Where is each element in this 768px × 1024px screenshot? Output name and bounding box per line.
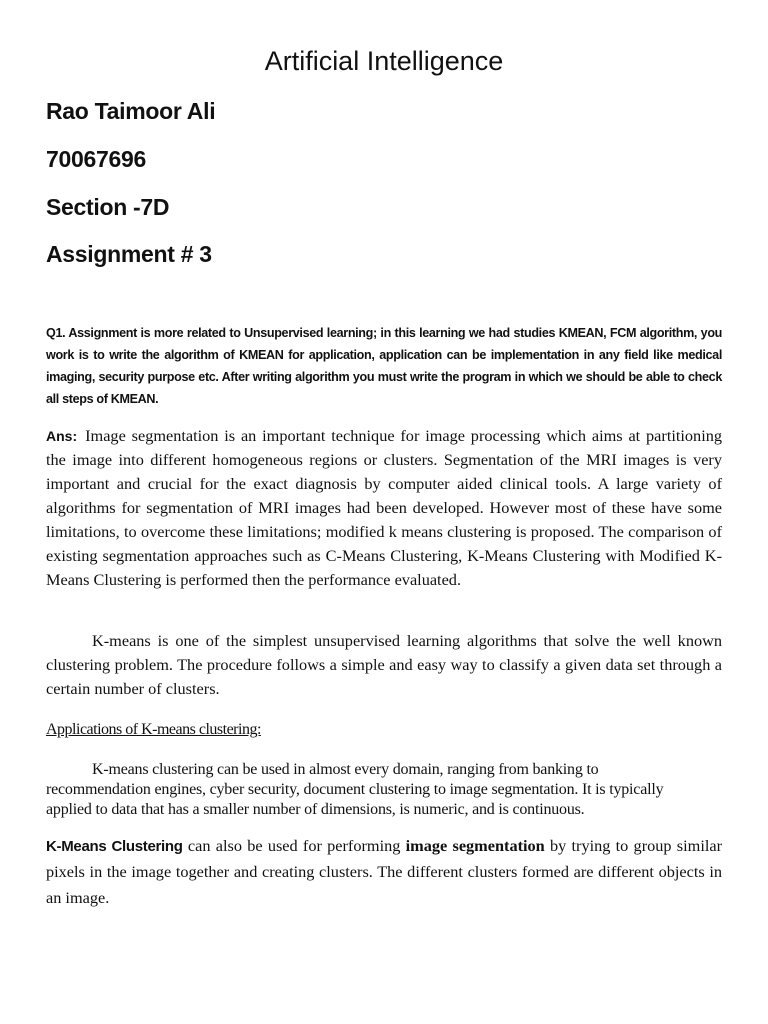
answer-paragraph <box>46 424 722 592</box>
student-id: 70067696 <box>46 146 146 172</box>
segmentation-paragraph <box>46 833 722 911</box>
kmeans-bold-term: K-Means Clustering <box>46 838 183 855</box>
answer-label: Ans: <box>46 428 78 444</box>
document-title: Artificial Intelligence <box>264 46 504 76</box>
segmentation-text-2: by trying to group similar pixels in the image together and creating clusters. The different clusters formed are different objects in an image. <box>46 836 723 907</box>
question-text: Q1. Assignment is more related to Unsupervised learning; in this learning we had studies KMEAN, FCM algorithm, you work is to write the algorithm of KMEAN for application, application can be implementation in any field like medical imaging, security purpose etc. After writing algorithm you must write the program in which we should be able to check all steps of KMEAN. <box>46 326 722 406</box>
student-name: Rao Taimoor Ali <box>46 98 216 124</box>
segmentation-text-1: can also be used for performing <box>182 836 406 855</box>
applications-paragraph: K-means clustering can be used in almost every domain, ranging from banking to recommendation engines, cyber security, document clustering to image segmentation. It is typically applied to data that has a smaller number of dimensions, is numeric, and is continuous. <box>46 761 664 818</box>
assignment-number: Assignment # 3 <box>46 241 212 267</box>
kmeans-intro-paragraph: K-means is one of the simplest unsupervised learning algorithms that solve the well known clustering problem. The procedure follows a simple and easy way to classify a given data set through a certain number of clusters. <box>46 631 722 698</box>
section: Section -7D <box>46 194 170 220</box>
applications-heading: Applications of K-means clustering: <box>46 721 261 738</box>
answer-text: Image segmentation is an important technique for image processing which aims at partitioning the image into different homogeneous regions or clusters. Segmentation of the MRI images is very important and crucial for the exact diagnosis by computer aided clinical tools. A large variety of algorithms for segmentation of MRI images had been developed. However most of these have some limitations, to overcome these limitations; modified k means clustering is proposed. The comparison of existing segmentation approaches such as C-Means Clustering, K-Means Clustering with Modified K-Means Clustering is performed then the performance evaluated. <box>46 426 722 589</box>
image-segmentation-bold-term: image segmentation <box>405 836 545 855</box>
